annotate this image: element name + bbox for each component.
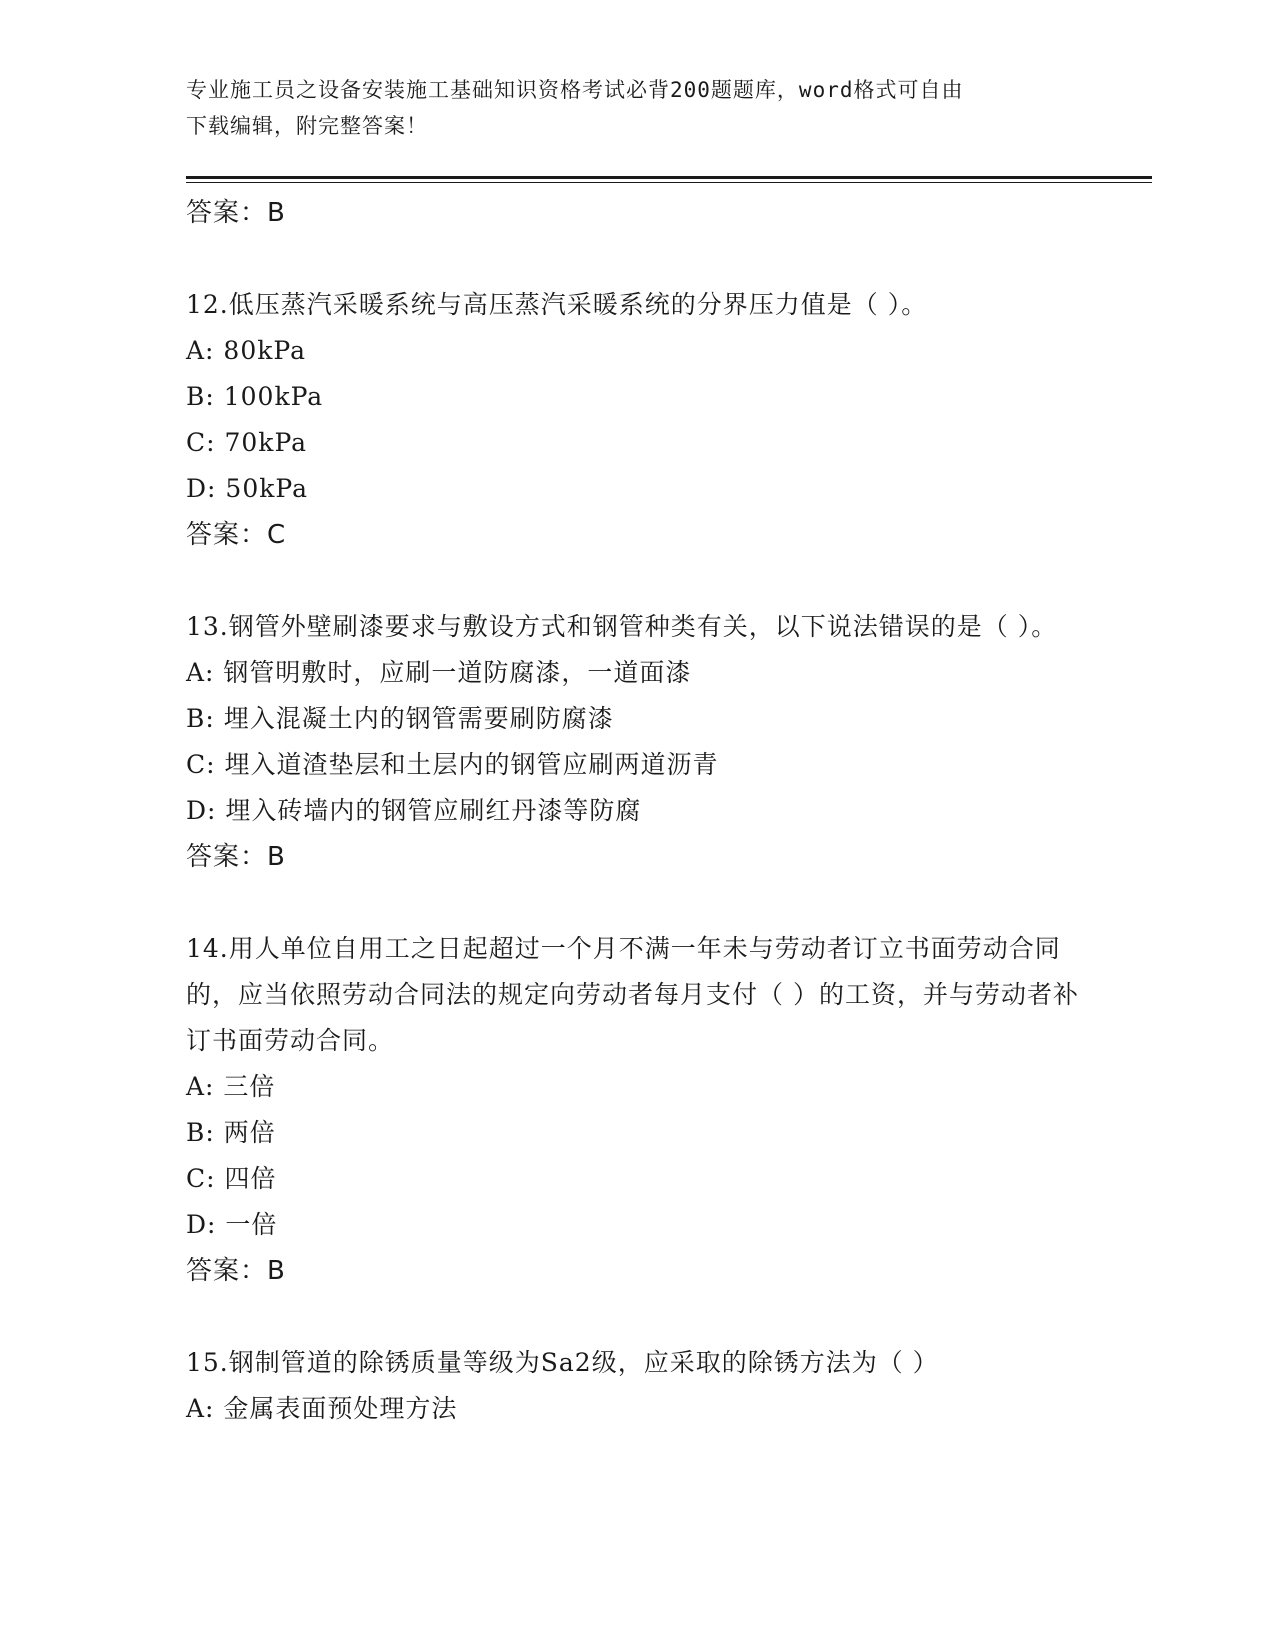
option-a: A: 三倍 (186, 1072, 276, 1101)
question-text: 15.钢制管道的除锈质量等级为Sa2级，应采取的除锈方法为（ ） (186, 1348, 939, 1377)
option-a: A: 金属表面预处理方法 (186, 1394, 458, 1423)
option-c: C: 埋入道渣垫层和土层内的钢管应刷两道沥青 (186, 750, 719, 779)
option-d: D: 50kPa (186, 474, 308, 503)
option-c: C: 70kPa (186, 428, 308, 457)
answer: 答案：B (186, 1256, 286, 1286)
question-13 (186, 604, 1086, 880)
question-12 (186, 282, 1086, 558)
answer: 答案：B (186, 842, 286, 872)
option-b: B: 两倍 (186, 1118, 276, 1147)
option-d: D: 一倍 (186, 1210, 278, 1239)
answer: 答案：C (186, 520, 287, 550)
header-rule-thin (186, 182, 1152, 183)
question-text: 12.低压蒸汽采暖系统与高压蒸汽采暖系统的分界压力值是（ ）。 (186, 290, 928, 319)
question-15 (186, 1340, 1086, 1432)
option-a: A: 80kPa (186, 336, 306, 365)
header-rule-thick (186, 176, 1152, 179)
header-line-1: 专业施工员之设备安装施工基础知识资格考试必背200题题库，word格式可自由 (186, 78, 964, 102)
previous-answer: 答案：B (186, 198, 286, 228)
question-text: 13.钢管外壁刷漆要求与敷设方式和钢管种类有关，以下说法错误的是（ ）。 (186, 612, 1058, 641)
option-b: B: 100kPa (186, 382, 324, 411)
header-line-2: 下载编辑，附完整答案！ (186, 114, 428, 138)
option-b: B: 埋入混凝土内的钢管需要刷防腐漆 (186, 704, 614, 733)
question-text: 14.用人单位自用工之日起超过一个月不满一年未与劳动者订立书面劳动合同的，应当依照劳动合同法的规定向劳动者每月支付（ ）的工资，并与劳动者补订书面劳动合同。 (186, 934, 1079, 1055)
document-body (186, 190, 1086, 1432)
question-14 (186, 926, 1086, 1294)
option-a: A: 钢管明敷时，应刷一道防腐漆，一道面漆 (186, 658, 692, 687)
document-header (186, 72, 1086, 144)
option-d: D: 埋入砖墙内的钢管应刷红丹漆等防腐 (186, 796, 642, 825)
option-c: C: 四倍 (186, 1164, 277, 1193)
